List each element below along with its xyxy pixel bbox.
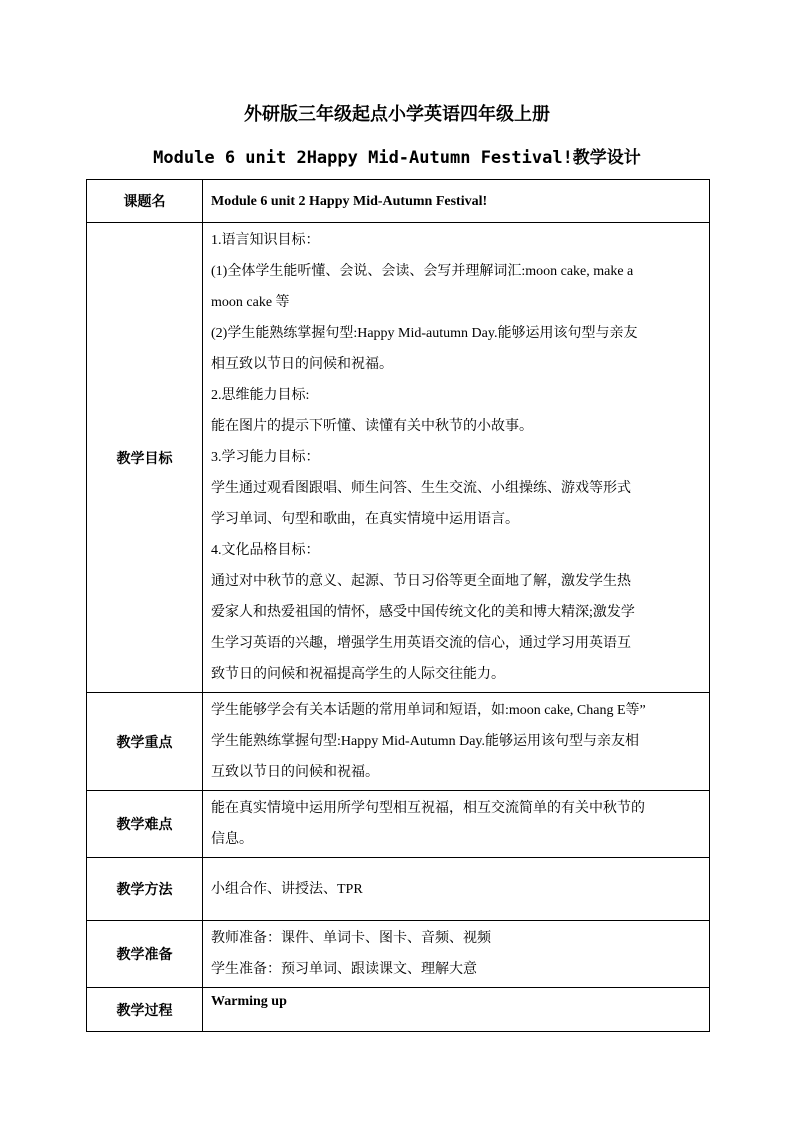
key-points-line: 学生能熟练掌握句型:Happy Mid-Autumn Day.能够运用该句型与亲友相: [211, 734, 640, 749]
table-row-preparation: [87, 921, 710, 988]
table-row-difficulties: [87, 791, 710, 858]
difficulties-line: 能在真实情境中运用所学句型相互祝福，相互交流简单的有关中秋节的: [211, 801, 645, 816]
objectives-line: moon cake 等: [211, 295, 290, 310]
objectives-line: 生学习英语的兴趣，增强学生用英语交流的信心，通过学习用英语互: [211, 636, 631, 651]
difficulties-line: 信息。: [211, 832, 253, 847]
objectives-content: [203, 223, 710, 693]
difficulties-label: 教学难点: [87, 791, 203, 858]
difficulties-content: [203, 791, 710, 858]
objectives-line: 2.思维能力目标:: [211, 388, 310, 403]
objectives-line: (2)学生能熟练掌握句型:Happy Mid-autumn Day.能够运用该句型与亲友: [211, 326, 638, 341]
key-points-line: 学生能够学会有关本话题的常用单词和短语，如:moon cake, Chang E等”: [211, 703, 646, 718]
objectives-label: 教学目标: [87, 223, 203, 693]
table-row-process: [87, 988, 710, 1032]
preparation-content: [203, 921, 710, 988]
table-row-methods: [87, 858, 710, 921]
objectives-line: (1)全体学生能听懂、会说、会读、会写并理解词汇:moon cake, make a: [211, 264, 634, 279]
key-points-content: [203, 693, 710, 791]
objectives-line: 3.学习能力目标：: [211, 450, 320, 465]
topic-value: Module 6 unit 2 Happy Mid-Autumn Festival!: [203, 180, 710, 223]
preparation-label: 教学准备: [87, 921, 203, 988]
preparation-line: 教师准备：课件、单词卡、图卡、音频、视频: [211, 931, 491, 946]
objectives-line: 爱家人和热爱祖国的情怀，感受中国传统文化的美和博大精深;激发学: [211, 605, 635, 620]
key-points-label: 教学重点: [87, 693, 203, 791]
objectives-line: 4.文化品格目标：: [211, 543, 320, 558]
table-row-key-points: [87, 693, 710, 791]
preparation-line: 学生准备：预习单词、跟读课文、理解大意: [211, 962, 477, 977]
table-row-objectives: [87, 223, 710, 693]
objectives-line: 1.语言知识目标：: [211, 233, 320, 248]
objectives-line: 学习单词、句型和歌曲，在真实情境中运用语言。: [211, 512, 519, 527]
lesson-plan-table: [86, 179, 710, 1032]
objectives-line: 致节日的问候和祝福提高学生的人际交往能力。: [211, 667, 505, 682]
document-title: 外研版三年级起点小学英语四年级上册: [244, 104, 550, 125]
key-points-line: 互致以节日的问候和祝福。: [211, 765, 379, 780]
document-subtitle: Module 6 unit 2Happy Mid-Autumn Festival!教学设计: [153, 148, 641, 168]
table-row-topic: [87, 180, 710, 223]
topic-label: 课题名: [87, 180, 203, 223]
process-label: 教学过程: [87, 988, 203, 1032]
objectives-line: 学生通过观看图跟唱、师生问答、生生交流、小组操练、游戏等形式: [211, 481, 631, 496]
process-value: Warming up: [203, 988, 710, 1032]
objectives-line: 能在图片的提示下听懂、读懂有关中秋节的小故事。: [211, 419, 533, 434]
methods-value: 小组合作、讲授法、TPR: [203, 858, 710, 921]
objectives-line: 通过对中秋节的意义、起源、节日习俗等更全面地了解，激发学生热: [211, 574, 631, 589]
methods-label: 教学方法: [87, 858, 203, 921]
objectives-line: 相互致以节日的问候和祝福。: [211, 357, 393, 372]
